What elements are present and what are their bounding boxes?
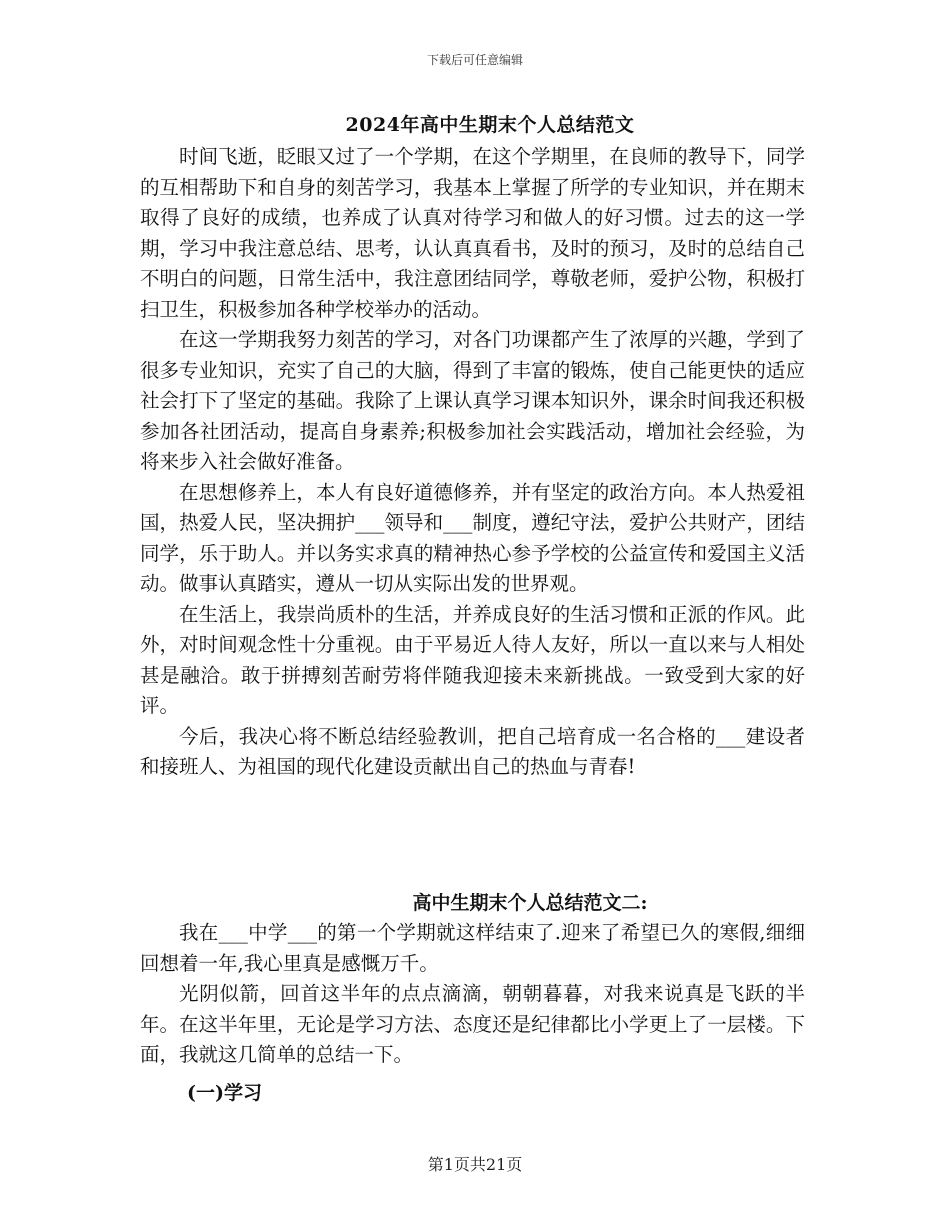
- paragraph: 光阴似箭，回首这半年的点点滴滴，朝朝暮暮，对我来说真是飞跃的半年。在这半年里，无论是学习方法、态度还是纪律都比小学更上了一层楼。下面，我就这几简单的总结一下。: [140, 982, 805, 1066]
- study-heading: (一)学习: [187, 1082, 262, 1104]
- paragraph: 今后，我决心将不断总结经验教训，把自己培育成一名合格的___建设者和接班人、为祖国的现代化建设贡献出自己的热血与青春!: [140, 724, 805, 778]
- paragraph: 在生活上，我崇尚质朴的生活，并养成良好的生活习惯和正派的作风。此外，对时间观念性十分重视。由于平易近人待人友好，所以一直以来与人相处甚是融洽。敢于拼搏刻苦耐劳将伴随我迎接未来新挑战。一致受到大家的好评。: [140, 602, 805, 717]
- paragraph: 我在___中学___的第一个学期就这样结束了.迎来了希望已久的寒假,细细回想着一年,我心里真是感慨万千。: [140, 921, 805, 975]
- paragraph: 在思想修养上，本人有良好道德修养，并有坚定的政治方向。本人热爱祖国，热爱人民，坚决拥护___领导和___制度，遵纪守法，爱护公共财产，团结同学，乐于助人。并以务实求真的精神热心参予学校的公益宣传和爱国主义活动。做事认真踏实，遵从一切从实际出发的世界观。: [140, 480, 805, 595]
- main-body: [140, 142, 805, 783]
- second-body: [140, 918, 805, 1071]
- page-header-note: 下载后可任意编辑: [426, 53, 523, 67]
- paragraph: 在这一学期我努力刻苦的学习，对各门功课都产生了浓厚的兴趣，学到了很多专业知识，充实了自己的大脑，得到了丰富的锻炼，使自己能更快的适应社会打下了坚定的基础。我除了上课认真学习课本知识外，课余时间我还积极参加各社团活动，提高自身素养;积极参加社会实践活动，增加社会经验，为将来步入社会做好准备。: [140, 328, 805, 473]
- page-footer: 第1页共21页: [427, 1155, 523, 1174]
- section-subtitle: 高中生期末个人总结范文二:: [412, 892, 648, 914]
- document-title: 2024年高中生期末个人总结范文: [345, 114, 635, 136]
- paragraph: 时间飞逝，眨眼又过了一个学期，在这个学期里，在良师的教导下，同学的互相帮助下和自身的刻苦学习，我基本上掌握了所学的专业知识，并在期末取得了良好的成绩，也养成了认真对待学习和做人的好习惯。过去的这一学期，学习中我注意总结、思考，认认真真看书，及时的预习，及时的总结自己不明白的问题，日常生活中，我注意团结同学，尊敬老师，爱护公物，积极打扫卫生，积极参加各种学校举办的活动。: [140, 145, 805, 321]
